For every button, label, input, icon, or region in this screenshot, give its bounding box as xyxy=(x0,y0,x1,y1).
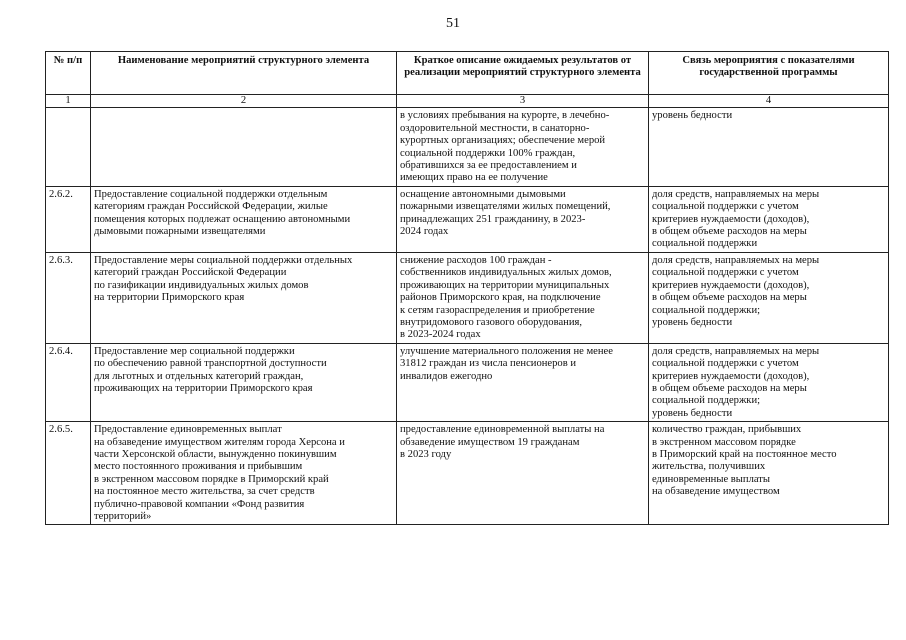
text-line: имеющих право на ее получение xyxy=(400,172,548,184)
table-row xyxy=(46,108,889,186)
column-number: 4 xyxy=(649,95,889,108)
text-line: дымовыми пожарными извещателями xyxy=(94,226,266,238)
text-line: инвалидов ежегодно xyxy=(400,370,493,382)
text-line: 31812 граждан из числа пенсионеров и xyxy=(400,358,577,370)
text-line: в общем объеме расходов на меры xyxy=(652,292,807,304)
header-measure-name: Наименование мероприятий структурного элемента xyxy=(91,52,397,95)
text-line: критериев нуждаемости (доходов), xyxy=(652,213,810,225)
text-line: социальной поддержки; xyxy=(652,304,761,316)
text-line: Предоставление мер социальной поддержки xyxy=(94,345,295,357)
measure-indicators xyxy=(649,108,889,186)
table-row xyxy=(46,422,889,525)
text-line: помещения которых подлежат оснащению автономными xyxy=(94,213,351,225)
text-line: в Приморский край на постоянное место xyxy=(652,448,837,460)
measure-description xyxy=(397,422,649,525)
text-line: доля средств, направляемых на меры xyxy=(652,345,820,357)
text-line: категорий граждан Российской Федерации xyxy=(94,267,287,279)
text-line: обратившихся за ее предоставлением и xyxy=(400,160,577,172)
text-line: количество граждан, прибывших xyxy=(652,424,802,436)
text-line: в общем объеме расходов на меры xyxy=(652,382,807,394)
measure-number: 2.6.3. xyxy=(46,252,91,343)
measure-description xyxy=(397,186,649,252)
text-line: социальной поддержки; xyxy=(652,395,761,407)
column-number: 1 xyxy=(46,95,91,108)
text-line: по обеспечению равной транспортной доступности xyxy=(94,358,327,370)
text-line: категориям граждан Российской Федерации, жилые xyxy=(94,201,328,213)
text-line: критериев нуждаемости (доходов), xyxy=(652,370,810,382)
measure-indicators xyxy=(649,252,889,343)
text-line: социальной поддержки с учетом xyxy=(652,267,799,279)
text-line: предоставление единовременной выплаты на xyxy=(400,424,605,436)
text-line: оздоровительной местности, в санаторно- xyxy=(400,122,590,134)
text-line: районов Приморского края, на подключение xyxy=(400,292,601,304)
column-number: 2 xyxy=(91,95,397,108)
measure-name xyxy=(91,108,397,186)
text-line: в общем объеме расходов на меры xyxy=(652,226,807,238)
text-line: Предоставление социальной поддержки отдельным xyxy=(94,188,328,200)
text-line: снижение расходов 100 граждан - xyxy=(400,254,552,266)
text-line: в экстренном массовом порядке в Приморский край xyxy=(94,473,329,485)
text-line: на территории Приморского края xyxy=(94,292,245,304)
measure-indicators xyxy=(649,422,889,525)
table-row xyxy=(46,252,889,343)
table-header-row xyxy=(46,52,889,95)
text-line: социальной поддержки с учетом xyxy=(652,201,799,213)
text-line: для льготных и отдельных категорий граждан, xyxy=(94,370,304,382)
text-line: пожарными извещателями жилых помещений, xyxy=(400,201,611,213)
measure-description xyxy=(397,343,649,421)
header-program-indicators: Связь мероприятия с показателями государственной программы xyxy=(649,52,889,95)
text-line: Предоставление единовременных выплат xyxy=(94,424,282,436)
text-line: в 2023-2024 годах xyxy=(400,329,481,341)
text-line: место постоянного проживания и прибывшим xyxy=(94,461,303,473)
text-line: социальной поддержки 100% граждан, xyxy=(400,147,576,159)
text-line: к сетям газораспределения и приобретение xyxy=(400,304,595,316)
measure-indicators xyxy=(649,343,889,421)
header-expected-results: Краткое описание ожидаемых результатов от реализации мероприятий структурного элемента xyxy=(397,52,649,95)
text-line: доля средств, направляемых на меры xyxy=(652,188,820,200)
text-line: собственников индивидуальных жилых домов, xyxy=(400,267,612,279)
text-line: курортных организациях; обеспечение мерой xyxy=(400,135,606,147)
page-number: 51 xyxy=(446,16,460,31)
column-number-row xyxy=(46,95,889,108)
text-line: внутридомового газового оборудования, xyxy=(400,316,583,328)
text-line: в условиях пребывания на курорте, в лечебно- xyxy=(400,110,610,122)
measure-name xyxy=(91,252,397,343)
header-number: № п/п xyxy=(46,52,91,95)
text-line: на постоянное место жительства, за счет средств xyxy=(94,486,315,498)
text-line: жительства, получивших xyxy=(652,461,766,473)
text-line: оснащение автономными дымовыми xyxy=(400,188,566,200)
measure-name xyxy=(91,343,397,421)
measure-indicators xyxy=(649,186,889,252)
measure-description xyxy=(397,252,649,343)
measure-number: 2.6.2. xyxy=(46,186,91,252)
text-line: социальной поддержки с учетом xyxy=(652,358,799,370)
column-number: 3 xyxy=(397,95,649,108)
measure-name xyxy=(91,186,397,252)
measure-number: 2.6.5. xyxy=(46,422,91,525)
measure-description xyxy=(397,108,649,186)
text-line: критериев нуждаемости (доходов), xyxy=(652,279,810,291)
text-line: единовременные выплаты xyxy=(652,473,771,485)
text-line: проживающих на территории Приморского края xyxy=(94,382,313,394)
text-line: принадлежащих 251 гражданину, в 2023- xyxy=(400,213,586,225)
text-line: 2024 годах xyxy=(400,226,449,238)
text-line: доля средств, направляемых на меры xyxy=(652,254,820,266)
measures-table xyxy=(45,51,889,525)
text-line: в экстренном массовом порядке xyxy=(652,436,796,448)
text-line: на обзаведение имуществом xyxy=(652,486,780,498)
table-body xyxy=(46,108,889,525)
text-line: обзаведение имуществом 19 гражданам xyxy=(400,436,580,448)
text-line: уровень бедности xyxy=(652,407,733,419)
text-line: Предоставление меры социальной поддержки отдельных xyxy=(94,254,353,266)
text-line: части Херсонской области, вынужденно покинувшим xyxy=(94,448,337,460)
text-line: уровень бедности xyxy=(652,316,733,328)
text-line: проживающих на территории муниципальных xyxy=(400,279,610,291)
text-line: публично-правовой компании «Фонд развития xyxy=(94,498,305,510)
text-line: социальной поддержки xyxy=(652,238,758,250)
table-row xyxy=(46,186,889,252)
measure-number: 2.6.4. xyxy=(46,343,91,421)
text-line: территорий» xyxy=(94,511,152,522)
table-row xyxy=(46,343,889,421)
measure-number xyxy=(46,108,91,186)
measure-name xyxy=(91,422,397,525)
text-line: в 2023 году xyxy=(400,448,452,460)
text-line: уровень бедности xyxy=(652,110,733,122)
text-line: по газификации индивидуальных жилых домов xyxy=(94,279,309,291)
text-line: на обзаведение имуществом жителям города Херсона и xyxy=(94,436,345,448)
text-line: улучшение материального положения не менее xyxy=(400,345,613,357)
